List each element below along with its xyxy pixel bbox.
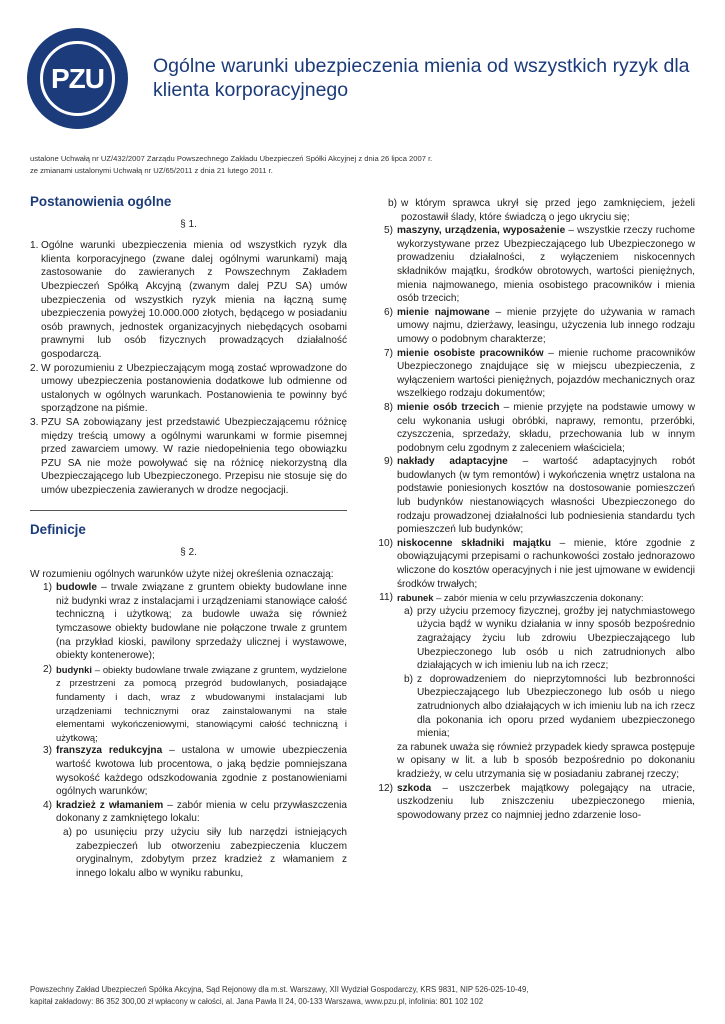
item-text: przy użyciu przemocy fizycznej, groźby jej natychmiastowego użycia bądź w wyniku działania w inny sposób bezpośrednio zagrażający życiu lub zdrowiu Ubezpieczającego lub Ubezpieczonego lub osób u nich zatrudnionych albo działających w ich imieniu lub na ich rzecz;: [417, 605, 695, 672]
section-divider: [30, 510, 347, 511]
header-note: [30, 153, 710, 177]
definition-text: – wszystkie rzeczy ruchome wykorzystywane przez Ubezpieczającego lub Ubezpieczonego w prowadzeniu działalności, z wyłączeniem niskocennych składników majątku, środków obrotowych, wartości pieniężnych, mienia najmowanego, mienia osobistego pracowników i mienia osób trzecich;: [397, 225, 696, 305]
right-column: [371, 197, 695, 822]
list-item: [30, 416, 347, 498]
item-number: a): [404, 605, 413, 617]
item-text: w którym sprawca ukrył się przed jego zamknięciem, jeżeli pozostawił ślady, które świadczą o jego ukryciu się;: [401, 198, 695, 223]
definition-item: [371, 306, 695, 347]
item-text: [397, 347, 695, 401]
footer-line1: Powszechny Zakład Ubezpieczeń Spółka Akcyjna, Sąd Rejonowy dla m.st. Warszawy, XII Wydział Gospodarczy, KRS 9831, NIP 526-025-10-49,: [30, 985, 529, 994]
definition-text: – mienie, które zgodnie z obowiązującymi przepisami o rachunkowości zostało jednorazowo wliczone do kosztów operacyjnych i nie jest ujmowane w ewidencji środków trwałych;: [397, 537, 695, 590]
item-text: [397, 782, 695, 823]
definition-text: – mienie przyjęte na podstawie umowy w celu wykonania usługi obróbki, naprawy, remontu, przeróbki, czyszczenia, sprzedaży, składu, przechowania lub w innym podobnym celu zgodnym z zaleceniem właściciela;: [397, 401, 696, 454]
definition-term: kradzież z włamaniem: [56, 799, 164, 811]
definition-item: [30, 799, 347, 826]
definition-term: budynki: [56, 663, 92, 675]
definition-text: – mienie ruchome pracowników Ubezpieczonego znajdujące się w miejscu ubezpieczenia, z wyłączeniem wartości pieniężnych, pojazdów mechanicznych oraz wszelkiego rodzaju dokumentów;: [397, 347, 695, 400]
definition-term: nakłady adaptacyjne: [397, 456, 508, 468]
item-number: 2): [43, 663, 52, 675]
definition-text: – wartość adaptacyjnych robót budowlanych (w tym remontów) i wykończenia wnętrz ustalona na podstawie poniesionych kosztów na dostosowanie pomieszczeń lub budynków niestanowiących własności Ubezpieczonego do rodzaju prowadzonej działalności lub podniesienia standardu tych pomieszczeń lub budynków;: [397, 456, 695, 536]
item-number: 3.: [30, 416, 39, 428]
list-item: [30, 239, 347, 361]
definition-item: [371, 591, 695, 605]
definition-subitem: [371, 673, 695, 741]
item-number: 8): [384, 401, 393, 413]
definition-item: [371, 401, 695, 455]
item-text: [397, 401, 695, 455]
definition-term: rabunek: [397, 592, 434, 604]
header-note-line2: ze zmianami ustalonymi Uchwałą nr UZ/65/2011 z dnia 21 lutego 2011 r.: [30, 166, 273, 175]
item-text: [397, 591, 695, 605]
item-number: 9): [384, 456, 393, 468]
item-number: 5): [384, 225, 393, 237]
definition-text: – ustalona w umowie ubezpieczenia wartość kwotowa lub procentowa, o jaką będzie pomniejszana wysokość każdego odszkodowania zgodnie z postanowieniami ogólnych warunków;: [56, 745, 347, 798]
definition-item: [371, 347, 695, 401]
footer: [30, 984, 710, 1007]
item-number: 10): [378, 537, 393, 549]
definition-term: mienie osobiste pracowników: [397, 347, 544, 359]
item-text: [397, 224, 695, 306]
item-number: 3): [43, 745, 52, 757]
paragraph-number-2: § 2.: [180, 547, 197, 559]
item-text: Ogólne warunki ubezpieczenia mienia od wszystkich ryzyk dla klienta korporacyjnego (zwane dalej ogólnymi warunkami) mają zastosowanie do zawieranych z Powszechnym Zakładem Ubezpieczeń Spółką Akcyjną (zwanym dalej PZU SA) umów ubezpieczenia od wszystkich ryzyk mienia na łączną sumę ubezpieczenia powyżej 10.000.000 złotych, będącego w posiadaniu osób prawnych, jednostek organizacyjnych niebędących osobami prawnymi lub osób fizycznych prowadzących działalność gospodarczą.: [41, 240, 347, 360]
definition-text: – zabór mienia w celu przywłaszczenia dokonany:: [433, 592, 644, 604]
definition-term: niskocenne składniki majątku: [397, 537, 552, 549]
definition-subitem: [30, 826, 347, 880]
item-number: a): [63, 826, 72, 838]
definition-term: mienie osób trzecich: [397, 401, 500, 413]
item-number: 1): [43, 582, 52, 594]
item-number: b): [388, 198, 397, 209]
item-text: [56, 799, 347, 826]
item-number: 11): [379, 592, 393, 604]
item-text: [56, 663, 347, 745]
item-text: [56, 744, 347, 798]
left-column: [30, 195, 347, 880]
item-text: po usunięciu przy użyciu siły lub narzędzi istniejących zabezpieczeń lub otworzeniu zabezpieczenia kluczem oryginalnym, zdobytym przez kradzież z włamaniem z innego lokalu albo w wyniku rabunku,: [76, 826, 347, 879]
definition-item: [30, 663, 347, 745]
item-number: b): [404, 673, 413, 685]
list-item: [30, 362, 347, 416]
logo-text: PZU: [51, 63, 104, 94]
definition-term: budowle: [56, 582, 97, 594]
definition-item: [371, 537, 695, 591]
definition-text: – uszczerbek majątkowy polegający na utracie, uszkodzeniu lub zniszczeniu ubezpieczonego mienia, spowodowany przez co najmniej jedno zdarzenie loso-: [397, 782, 695, 821]
definition-text: – mienie przyjęte do używania w ramach umowy najmu, dzierżawy, leasingu, użyczenia lub innego rodzaju umowy o podobnym charakterze;: [397, 306, 696, 345]
definitions-intro: W rozumieniu ogólnych warunków użyte niżej określenia oznaczają:: [30, 568, 334, 580]
section-title-definitions: Definicje: [30, 522, 86, 538]
item-number: 4): [43, 799, 52, 811]
definition-item: [371, 455, 695, 537]
header-note-line1: ustalone Uchwałą nr UZ/432/2007 Zarządu Powszechnego Zakładu Ubezpieczeń Spółki Akcyjnej z dnia 26 lipca 2007 r.: [30, 154, 433, 163]
item-text: [397, 455, 695, 537]
footer-line2: kapitał zakładowy: 86 352 300,00 zł wpłacony w całości, al. Jana Pawła II 24, 00-133 Warszawa, www.pzu.pl, infolinia: 801 102 102: [30, 996, 484, 1006]
item-text: PZU SA zobowiązany jest przedstawić Ubezpieczającemu różnicę między treścią umowy a ogólnymi warunkami w formie pisemnej przed zawarciem umowy. W razie niedopełnienia tego obowiązku PZU SA nie może powoływać się na różnicę niekorzystną dla Ubezpieczającego lub Ubezpieczonego. Przepisu nie stosuje się do umów ubezpieczenia zawieranych w drodze negocjacji.: [41, 416, 347, 496]
definition-term: mienie najmowane: [397, 306, 490, 318]
definition-item: [371, 782, 695, 823]
item-text: [397, 306, 695, 347]
item-text: z doprowadzeniem do nieprzytomności lub bezbronności Ubezpieczającego lub Ubezpieczonego lub osób u niego zatrudnionych albo działających w ich imieniu lub na ich rzecz dla pokonania ich oporu przed wydaniem ubezpieczonego mienia;: [417, 673, 695, 740]
item-text: [56, 581, 347, 663]
definition-term: franszyza redukcyjna: [56, 745, 163, 757]
section-title-general: Postanowienia ogólne: [30, 194, 172, 209]
definition-item: [30, 581, 347, 663]
definition-text: – obiekty budowlane trwale związane z gruntem, wydzielone z przestrzeni za pomocą przegród budowlanych, posiadające fundamenty i dach, wraz z wbudowanymi instalacjami lub urządzeniami technicznymi oraz zainstalowanymi na stałe elementami wykończeniowymi, stanowiącymi całość techniczną i użytkową;: [56, 663, 347, 743]
definition-item: [371, 224, 695, 306]
item-number: 1.: [30, 240, 39, 252]
definition-item: [30, 744, 347, 798]
item-text: [397, 537, 695, 591]
definition-term: maszyny, urządzenia, wyposażenie: [397, 225, 566, 237]
definition-text: – zabór mienia w celu przywłaszczenia dokonany z zamkniętego lokalu:: [56, 799, 347, 825]
item-number: 12): [378, 782, 393, 794]
definition-subitem: [371, 605, 695, 673]
definition-subitem: [371, 197, 695, 224]
item-number: 6): [384, 306, 393, 318]
item-number: 2.: [30, 362, 39, 374]
document-title: Ogólne warunki ubezpieczenia mienia od wszystkich ryzyk dla klienta korporacyjnego: [153, 55, 690, 101]
paragraph-number-1: § 1.: [180, 218, 197, 230]
item-number: 7): [384, 347, 393, 359]
definition-text: – trwale związane z gruntem obiekty budowlane inne niż budynki wraz z instalacjami i urządzeniami stanowiące całość techniczną i użytkową; za budowle uważa się również tymczasowe obiekty budowlane nie połączone trwale z gruntem (na przykład kioski, pawilony sprzedaży ulicznej i wystawowe, obiekty kontenerowe);: [56, 582, 347, 662]
definition-tail: za rabunek uważa się również przypadek kiedy sprawca postępuje w opisany w lit. a lub b sposób bezpośrednio po dokonaniu kradzieży, w celu utrzymania się w posiadaniu zabranej rzeczy;: [397, 741, 695, 780]
item-text: W porozumieniu z Ubezpieczającym mogą zostać wprowadzone do umowy ubezpieczenia postanowienia dodatkowe lub odmienne od ustalonych w ogólnych warunkach. Postanowienia te powinny być sporządzone na piśmie.: [41, 362, 347, 415]
pzu-logo: [27, 28, 128, 129]
definition-term: szkoda: [397, 782, 432, 794]
